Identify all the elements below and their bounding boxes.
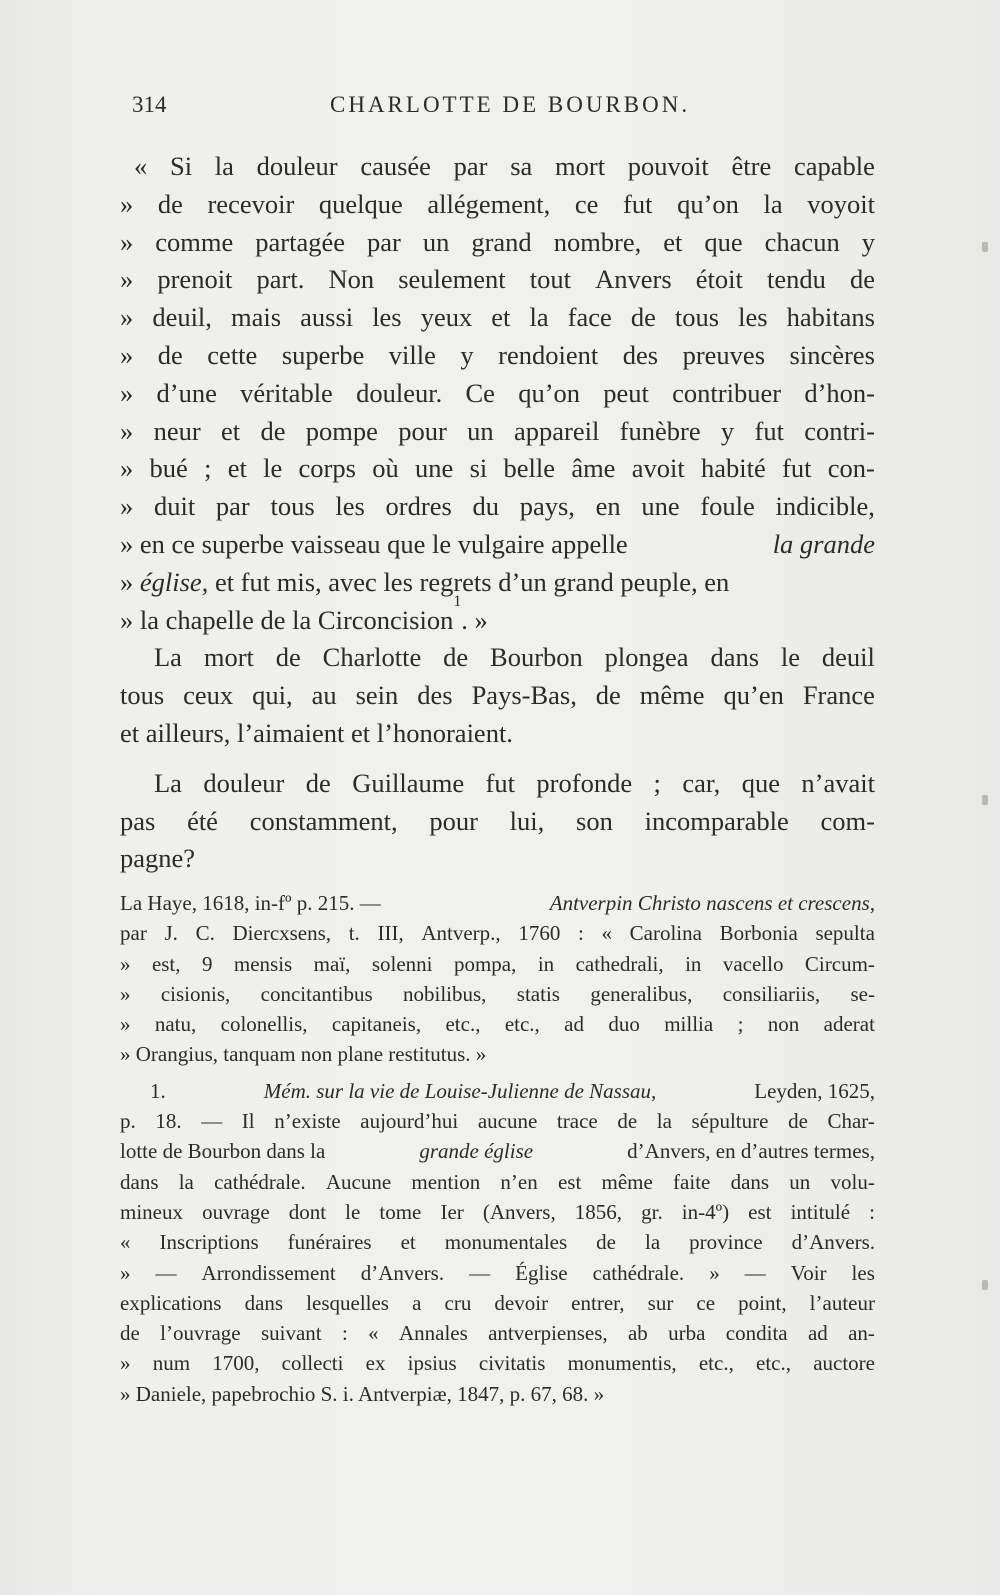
quote-line-mixed	[120, 526, 875, 564]
paragraph-line: tous ceux qui, au sein des Pays-Bas, de même qu’en France	[120, 680, 875, 711]
quote-line: » prenoit part. Non seulement tout Anvers étoit tendu de	[120, 264, 875, 295]
quote-line-mixed	[120, 592, 875, 640]
footnote-italic: Antverpin Christo nascens et crescens,	[549, 891, 875, 915]
footnote-line-mixed	[120, 1136, 875, 1166]
footnote-line-mixed	[120, 888, 875, 918]
quote-line: » duit par tous les ordres du pays, en une foule indicible,	[120, 491, 875, 522]
footnote-line: » cisionis, concitantibus nobilibus, statis generalibus, consiliariis, se-	[120, 981, 875, 1006]
footnote-text: lotte de Bourbon dans la	[120, 1139, 331, 1164]
footnote-text: d’Anvers, en d’autres termes,	[621, 1139, 875, 1164]
footnote-ref: 1	[453, 592, 462, 610]
footnote-number: 1.	[150, 1078, 166, 1103]
quote-end: . »	[461, 604, 488, 635]
paragraph-line: La douleur de Guillaume fut profonde ; car, que n’avait	[154, 767, 875, 798]
footnote-line: » est, 9 mensis maï, solenni pompa, in cathedrali, in vacello Circum-	[120, 951, 875, 976]
quote-line: » deuil, mais aussi les yeux et la face de tous les habitans	[120, 302, 875, 333]
footnote-line: de l’ouvrage suivant : « Annales antverpienses, ab urba condita ad an-	[120, 1321, 875, 1346]
quote-line: » comme partagée par un grand nombre, et que chacun y	[120, 226, 875, 257]
quote-line: » bué ; et le corps où une si belle âme avoit habité fut con-	[120, 453, 875, 484]
quote-text: » en ce superbe vaisseau que le vulgaire appelle	[120, 528, 628, 559]
quote-line: » de cette superbe ville y rendoient des preuves sincères	[120, 339, 875, 370]
footnote-line: par J. C. Diercxsens, t. III, Antverp., 1760 : « Carolina Borbonia sepulta	[120, 921, 875, 946]
quote-italic: église,	[139, 566, 209, 597]
page-edge-speck	[982, 1280, 988, 1290]
footnote-line: » natu, colonellis, capitaneis, etc., etc., ad duo millia ; non aderat	[120, 1012, 875, 1037]
page-number: 314	[132, 92, 167, 117]
quote-text: »	[120, 566, 140, 597]
footnote-line: » num 1700, collecti ex ipsius civitatis monumentis, etc., etc., auctore	[120, 1351, 875, 1376]
paragraph-line: La mort de Charlotte de Bourbon plongea dans le deuil	[154, 642, 875, 673]
footnote-line: explications dans lesquelles a cru devoir entrer, sur ce point, l’auteur	[120, 1290, 875, 1315]
page-edge-speck	[982, 795, 988, 805]
footnote-text: Leyden, 1625,	[754, 1078, 875, 1103]
quote-italic: la grande	[772, 528, 875, 559]
paragraph-line: pagne?	[120, 843, 196, 874]
running-title: CHARLOTTE DE BOURBON.	[330, 92, 691, 117]
footnotes	[120, 888, 875, 1409]
footnote-line: » Orangius, tanquam non plane restitutus. »	[120, 1042, 487, 1067]
footnote-italic: grande église	[419, 1139, 534, 1164]
quote-line: » de recevoir quelque allégement, ce fut qu’on la voyoit	[120, 188, 875, 219]
footnote-text: La Haye, 1618, in-fº p. 215. —	[120, 891, 387, 915]
page-header	[0, 92, 1000, 132]
paragraph-line: et ailleurs, l’aimaient et l’honoraient.	[120, 717, 513, 748]
quote-text: » la chapelle de la Circoncision	[120, 604, 454, 635]
quote-line: » neur et de pompe pour un appareil funèbre y fut contri-	[120, 415, 875, 446]
page-edge-speck	[982, 242, 988, 252]
footnote-line: mineux ouvrage dont le tome Ier (Anvers, 1856, gr. in-4º) est intitulé :	[120, 1199, 875, 1224]
footnote-line: dans la cathédrale. Aucune mention n’en est même faite dans un volu-	[120, 1169, 875, 1194]
footnote-line: » — Arrondissement d’Anvers. — Église cathédrale. » — Voir les	[120, 1260, 875, 1285]
footnote-italic: Mém. sur la vie de Louise-Julienne de Nassau,	[263, 1078, 657, 1103]
main-text	[120, 148, 875, 878]
footnote-line: « Inscriptions funéraires et monumentales de la province d’Anvers.	[120, 1230, 875, 1255]
footnote-line: » Daniele, papebrochio S. i. Antverpiæ, 1847, p. 67, 68. »	[120, 1381, 605, 1406]
footnote-line: p. 18. — Il n’existe aujourd’hui aucune trace de la sépulture de Char-	[120, 1109, 875, 1134]
quote-line-mixed	[120, 564, 875, 602]
footnote-line-mixed	[120, 1076, 875, 1106]
paragraph-line: pas été constamment, pour lui, son incomparable com-	[120, 805, 875, 836]
quote-text: et fut mis, avec les regrets d’un grand peuple, en	[208, 566, 730, 597]
quote-line: » d’une véritable douleur. Ce qu’on peut contribuer d’hon-	[120, 377, 875, 408]
quote-line: « Si la douleur causée par sa mort pouvoit être capable	[134, 151, 875, 181]
